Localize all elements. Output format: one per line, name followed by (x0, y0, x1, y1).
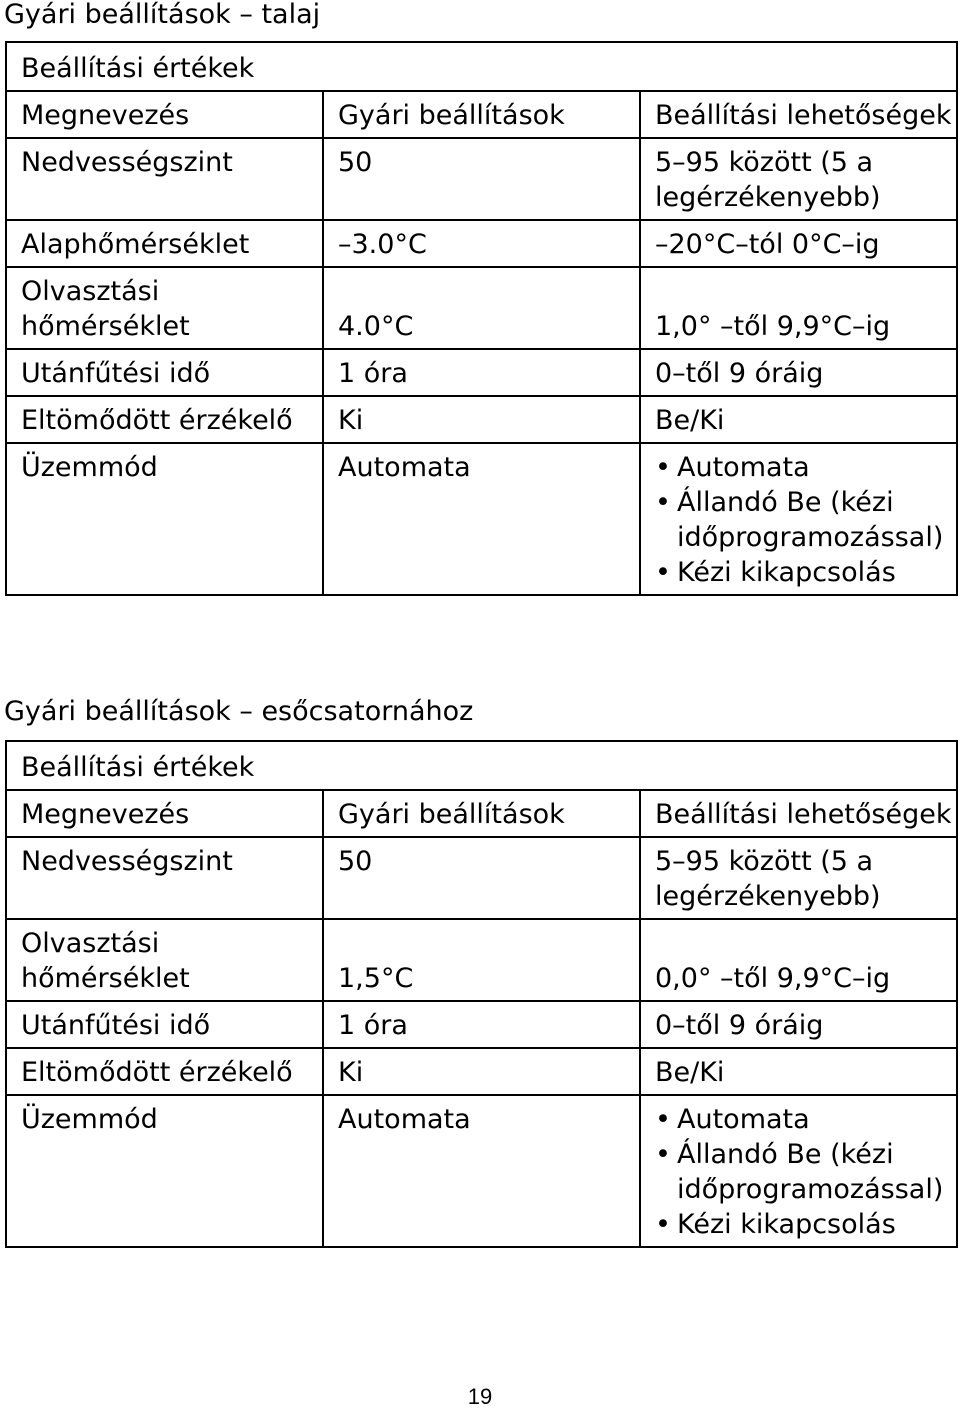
table-row (6, 1001, 957, 1048)
row-options-list (640, 1095, 957, 1247)
row-options: 0–től 9 óráig (640, 349, 957, 396)
row-default: 1 óra (323, 349, 640, 396)
list-item (655, 1102, 956, 1137)
mode-options-list (655, 1102, 956, 1242)
column-header-default: Gyári beállítások (323, 790, 640, 837)
list-item (655, 1137, 956, 1207)
row-default: 4.0°C (323, 267, 640, 349)
row-name: Nedvességszint (6, 138, 323, 220)
row-default: Ki (323, 1048, 640, 1095)
row-default: 1,5°C (323, 919, 640, 1001)
row-options: 5–95 között (5 a legérzékenyebb) (640, 138, 957, 220)
column-header-default: Gyári beállítások (323, 91, 640, 138)
table-header-row (6, 91, 957, 138)
row-options: Be/Ki (640, 396, 957, 443)
row-name: Alaphőmérséklet (6, 220, 323, 267)
page-number: 19 (467, 1384, 493, 1409)
row-name: Olvasztási hőmérséklet (6, 267, 323, 349)
section-title-soil: Gyári beállítások – talaj (4, 0, 321, 30)
table-row (6, 443, 957, 595)
option-label: Automata (677, 452, 810, 483)
list-item (655, 485, 956, 555)
row-options-list (640, 443, 957, 595)
bullet-icon: • (655, 487, 671, 518)
row-name: Üzemmód (6, 1095, 323, 1247)
column-header-name: Megnevezés (6, 91, 323, 138)
option-label: Kézi kikapcsolás (677, 557, 896, 588)
bullet-icon: • (655, 1104, 671, 1135)
table-header-row (6, 790, 957, 837)
bullet-icon: • (655, 1209, 671, 1240)
row-default: Ki (323, 396, 640, 443)
column-header-options: Beállítási lehetőségek (640, 91, 957, 138)
settings-table-soil (5, 41, 958, 596)
column-header-name: Megnevezés (6, 790, 323, 837)
row-options: 5–95 között (5 a legérzékenyebb) (640, 837, 957, 919)
row-options: 1,0° –től 9,9°C–ig (640, 267, 957, 349)
table-row (6, 1095, 957, 1247)
row-name: Nedvességszint (6, 837, 323, 919)
settings-table-gutter (5, 740, 958, 1248)
option-label: Állandó Be (kézi időprogramozással) (677, 1139, 944, 1205)
row-name: Eltömődött érzékelő (6, 1048, 323, 1095)
section-title-gutter: Gyári beállítások – esőcsatornához (4, 696, 474, 727)
row-options: 0–től 9 óráig (640, 1001, 957, 1048)
table-group-header-row (6, 741, 957, 790)
table-row (6, 396, 957, 443)
bullet-icon: • (655, 452, 671, 483)
bullet-icon: • (655, 557, 671, 588)
row-default: 50 (323, 138, 640, 220)
group-header: Beállítási értékek (6, 741, 957, 790)
option-label: Állandó Be (kézi időprogramozással) (677, 487, 944, 553)
table-row (6, 138, 957, 220)
row-default: Automata (323, 443, 640, 595)
row-name: Üzemmód (6, 443, 323, 595)
mode-options-list (655, 450, 956, 590)
table-row (6, 220, 957, 267)
table-row (6, 1048, 957, 1095)
table-row (6, 349, 957, 396)
row-default: 1 óra (323, 1001, 640, 1048)
row-options: Be/Ki (640, 1048, 957, 1095)
table-group-header-row (6, 42, 957, 91)
option-label: Kézi kikapcsolás (677, 1209, 896, 1240)
row-options: –20°C–tól 0°C–ig (640, 220, 957, 267)
list-item (655, 1207, 956, 1242)
list-item (655, 450, 956, 485)
row-default: 50 (323, 837, 640, 919)
row-name: Utánfűtési idő (6, 1001, 323, 1048)
table-row (6, 267, 957, 349)
row-default: –3.0°C (323, 220, 640, 267)
row-default: Automata (323, 1095, 640, 1247)
table-row (6, 837, 957, 919)
table-row (6, 919, 957, 1001)
row-name: Olvasztási hőmérséklet (6, 919, 323, 1001)
group-header: Beállítási értékek (6, 42, 957, 91)
bullet-icon: • (655, 1139, 671, 1170)
row-name: Eltömődött érzékelő (6, 396, 323, 443)
option-label: Automata (677, 1104, 810, 1135)
column-header-options: Beállítási lehetőségek (640, 790, 957, 837)
row-name: Utánfűtési idő (6, 349, 323, 396)
list-item (655, 555, 956, 590)
row-options: 0,0° –től 9,9°C–ig (640, 919, 957, 1001)
